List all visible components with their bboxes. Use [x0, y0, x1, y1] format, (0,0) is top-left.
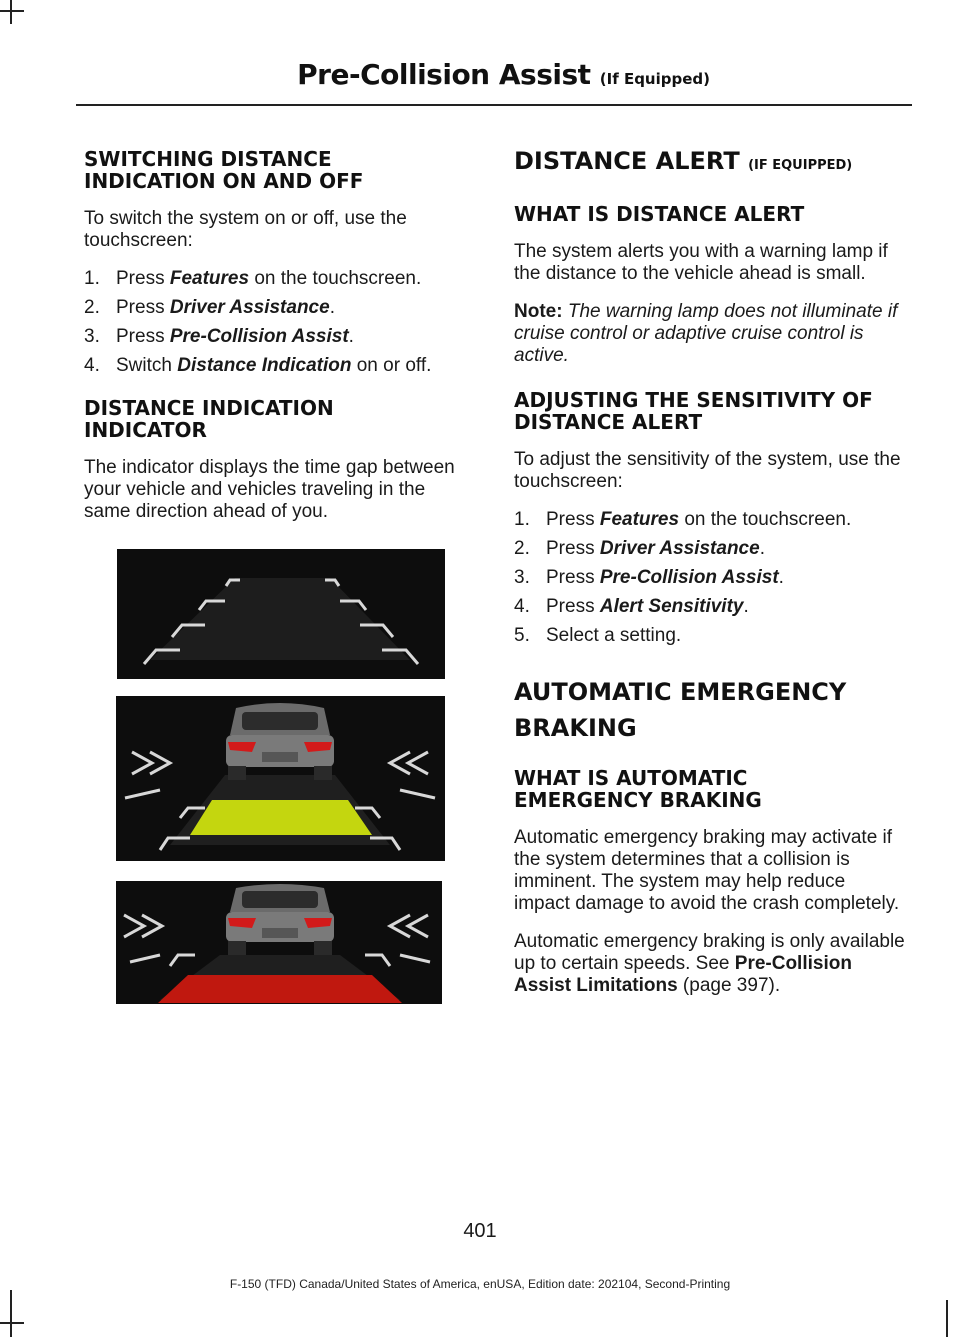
crop-mark	[0, 10, 24, 12]
list-item: 4. Switch Distance Indication on or off.	[84, 355, 432, 376]
list-item: 1. Press Features on the touchscreen.	[84, 268, 422, 289]
list-item: 2. Press Driver Assistance.	[84, 297, 335, 318]
switching-steps	[84, 268, 476, 377]
yellow-band	[190, 800, 372, 835]
header-title: Pre-Collision Assist	[297, 58, 591, 91]
list-item: 1. Press Features on the touchscreen.	[514, 509, 852, 530]
indicator-body: The indicator displays the time gap between your vehicle and vehicles traveling in the same direction ahead of you.	[84, 457, 455, 522]
what-is-distance-alert-body: The system alerts you with a warning lamp if the distance to the vehicle ahead is small.	[514, 241, 888, 284]
what-is-distance-alert-heading: WHAT IS DISTANCE ALERT	[514, 202, 805, 226]
page-number: 401	[463, 1220, 497, 1242]
red-band	[158, 975, 402, 1003]
list-item: 2. Press Driver Assistance.	[514, 538, 765, 559]
car-icon	[226, 884, 334, 955]
indicator-empty-road	[117, 549, 445, 679]
what-is-aeb-heading: WHAT IS AUTOMATIC EMERGENCY BRAKING	[514, 766, 762, 812]
limitations-link[interactable]: Pre-Collision Assist Limitations	[514, 953, 852, 996]
right-column	[514, 146, 906, 1013]
running-header	[297, 58, 710, 91]
indicator-heading: DISTANCE INDICATION INDICATOR	[84, 396, 334, 442]
indicator-yellow	[116, 696, 445, 861]
crop-mark	[10, 0, 12, 24]
edition-footer: F-150 (TFD) Canada/United States of America, enUSA, Edition date: 202104, Second-Printing	[229, 1277, 731, 1291]
crop-mark	[946, 1300, 948, 1337]
header-qualifier: (If Equipped)	[599, 70, 710, 88]
list-item: 5. Select a setting.	[514, 625, 682, 646]
switching-heading: SWITCHING DISTANCE INDICATION ON AND OFF	[84, 147, 364, 193]
crop-mark	[10, 1290, 12, 1337]
list-item: 3. Press Pre-Collision Assist.	[84, 326, 354, 347]
adjust-sensitivity-intro: To adjust the sensitivity of the system, use the touchscreen:	[514, 449, 901, 492]
list-item: 3. Press Pre-Collision Assist.	[514, 567, 784, 588]
aeb-section-title: AUTOMATIC EMERGENCY BRAKING	[514, 678, 847, 742]
crop-mark	[0, 1322, 24, 1324]
adjust-sensitivity-steps	[514, 509, 906, 647]
aeb-body-2: Automatic emergency braking is only available up to certain speeds. See Pre-Collision Assist Limitations (page 397).	[514, 931, 905, 996]
distance-alert-title: DISTANCE ALERT (IF EQUIPPED)	[514, 147, 853, 175]
list-item: 4. Press Alert Sensitivity.	[514, 596, 749, 617]
indicator-red	[116, 881, 442, 1004]
switching-intro: To switch the system on or off, use the touchscreen:	[84, 208, 407, 251]
adjust-sensitivity-heading: ADJUSTING THE SENSITIVITY OF DISTANCE ALERT	[514, 388, 873, 434]
header-rule	[76, 104, 912, 106]
note: Note: The warning lamp does not illuminate if cruise control or adaptive cruise control is active.	[514, 301, 898, 366]
left-column	[84, 148, 476, 539]
car-icon	[226, 703, 334, 780]
aeb-body-1: Automatic emergency braking may activate if the system determines that a collision is imminent. The system may help reduce impact damage to avoid the crash completely.	[514, 827, 900, 914]
